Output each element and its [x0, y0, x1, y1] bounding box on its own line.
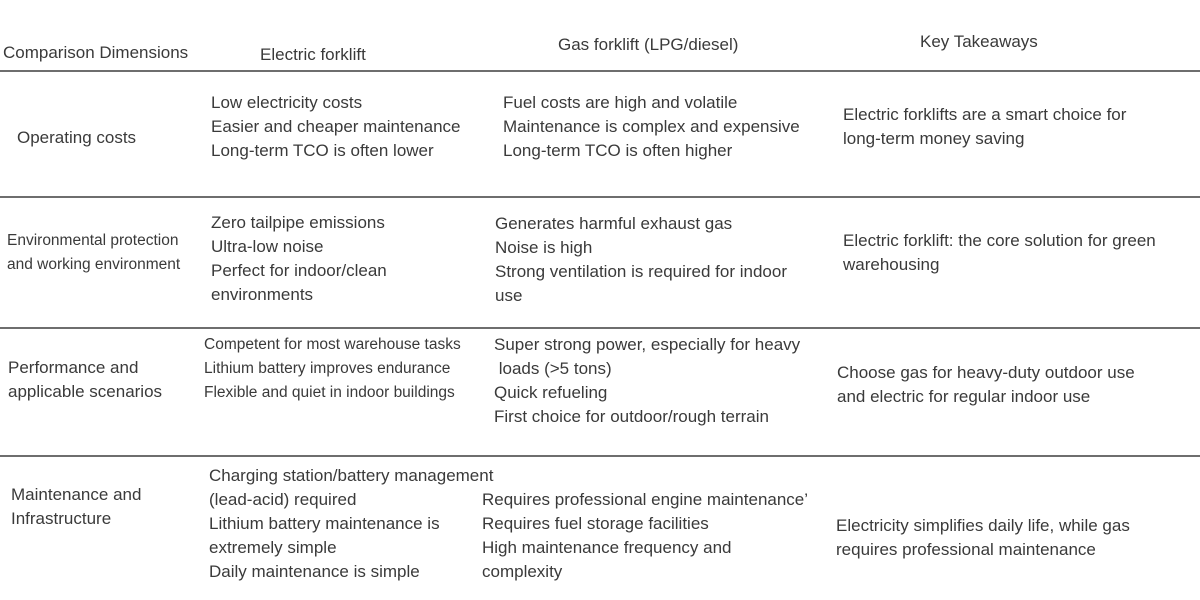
row-performance-electric [204, 333, 461, 405]
electric-line: Easier and cheaper maintenance [211, 117, 461, 136]
header-electric-forklift: Electric forklift [260, 45, 366, 64]
electric-line: Flexible and quiet in indoor buildings [204, 384, 455, 401]
row-operating-costs-dimension [17, 126, 136, 150]
gas-line: Generates harmful exhaust gas [495, 214, 733, 233]
row-maintenance-takeaway [836, 514, 1130, 562]
row-maintenance-dimension [11, 483, 141, 531]
gas-line: First choice for outdoor/rough terrain [494, 407, 769, 426]
row-performance-dimension [8, 356, 162, 404]
gas-line: Noise is high [495, 238, 593, 257]
gas-line: High maintenance frequency and [482, 538, 732, 557]
row-environment-dimension [7, 229, 180, 277]
gas-line: use [495, 286, 523, 305]
dimension-line: applicable scenarios [8, 382, 163, 401]
row-environment-gas [495, 212, 787, 308]
gas-line: complexity [482, 562, 563, 581]
takeaway-line: requires professional maintenance [836, 540, 1096, 559]
gas-line: Strong ventilation is required for indoor [495, 262, 787, 281]
electric-line: extremely simple [209, 538, 337, 557]
takeaway-line: Electric forklifts are a smart choice for [843, 105, 1127, 124]
dimension-line: Infrastructure [11, 509, 112, 528]
row-environment-takeaway [843, 229, 1156, 277]
header-key-takeaways: Key Takeaways [920, 32, 1038, 51]
row-divider [0, 455, 1200, 457]
electric-line: Long-term TCO is often lower [211, 141, 434, 160]
gas-line: Requires professional engine maintenance’ [482, 490, 809, 509]
dimension-line: and working environment [7, 256, 181, 273]
electric-line: Daily maintenance is simple [209, 562, 420, 581]
takeaway-line: Choose gas for heavy-duty outdoor use [837, 363, 1135, 382]
gas-line: Fuel costs are high and volatile [503, 93, 738, 112]
electric-line: (lead-acid) required [209, 490, 357, 509]
electric-line: Low electricity costs [211, 93, 363, 112]
gas-line: Requires fuel storage facilities [482, 514, 709, 533]
gas-line: Maintenance is complex and expensive [503, 117, 800, 136]
electric-line: Perfect for indoor/clean [211, 261, 387, 280]
row-operating-costs-electric [211, 91, 461, 163]
takeaway-line: Electric forklift: the core solution for green [843, 231, 1156, 250]
row-divider [0, 327, 1200, 329]
header-divider [0, 70, 1200, 72]
row-operating-costs-takeaway [843, 103, 1126, 151]
dimension-line: Environmental protection [7, 232, 179, 249]
electric-line: Lithium battery improves endurance [204, 360, 451, 377]
dimension-line: Operating costs [17, 128, 137, 147]
row-divider [0, 196, 1200, 198]
electric-line: Charging station/battery management [209, 466, 494, 485]
electric-line: Zero tailpipe emissions [211, 213, 385, 232]
row-operating-costs-gas [503, 91, 800, 163]
electric-line: Ultra-low noise [211, 237, 324, 256]
row-maintenance-electric [209, 464, 493, 584]
takeaway-line: warehousing [843, 255, 940, 274]
header-comparison-dimensions: Comparison Dimensions [3, 43, 189, 62]
takeaway-line: Electricity simplifies daily life, while gas [836, 516, 1130, 535]
gas-line: loads (>5 tons) [494, 359, 612, 378]
dimension-line: Performance and [8, 358, 139, 377]
dimension-line: Maintenance and [11, 485, 142, 504]
row-environment-electric [211, 211, 387, 307]
gas-line: Super strong power, especially for heavy [494, 335, 801, 354]
takeaway-line: long-term money saving [843, 129, 1025, 148]
row-performance-takeaway [837, 361, 1135, 409]
electric-line: Lithium battery maintenance is [209, 514, 440, 533]
takeaway-line: and electric for regular indoor use [837, 387, 1091, 406]
electric-line: environments [211, 285, 314, 304]
row-maintenance-gas [482, 488, 808, 584]
gas-line: Long-term TCO is often higher [503, 141, 733, 160]
gas-line: Quick refueling [494, 383, 608, 402]
header-gas-forklift: Gas forklift (LPG/diesel) [558, 35, 739, 54]
row-performance-gas [494, 333, 800, 429]
electric-line: Competent for most warehouse tasks [204, 336, 461, 353]
